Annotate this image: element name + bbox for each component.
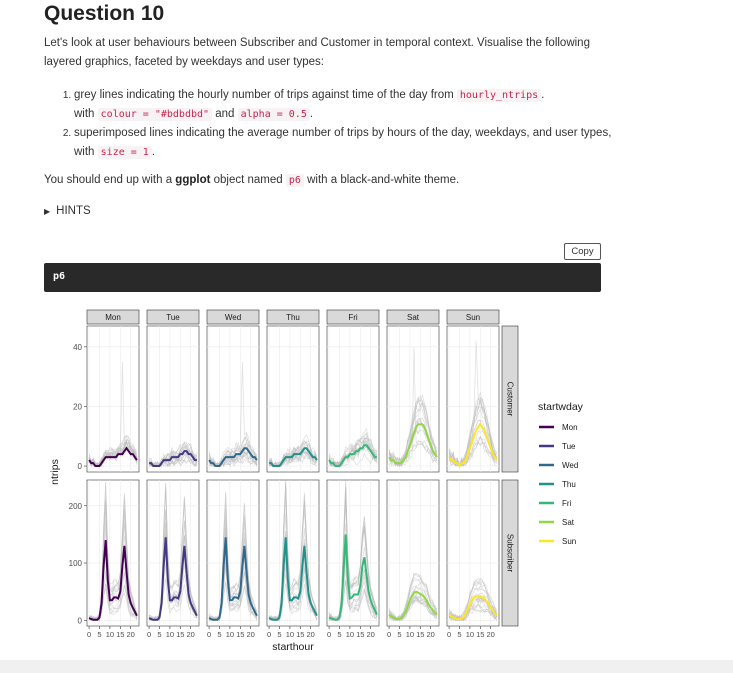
question-intro: Let's look at user behaviours between Subscriber and Customer in temporal context. Visualise the following layered graphics, faceted by weekdays and user types: — [44, 37, 590, 68]
x-tick-label: 10 — [105, 630, 115, 639]
x-tick-label: 15 — [176, 630, 185, 639]
plot-area — [0, 300, 733, 673]
y-tick-label: 40 — [73, 342, 82, 352]
x-tick-label: 0 — [206, 630, 212, 639]
x-tick-label: 0 — [326, 630, 332, 639]
x-tick-label: 20 — [366, 630, 375, 639]
facet-panel-sun-customer — [447, 326, 499, 472]
x-tick-label: 20 — [426, 630, 435, 639]
facet-strip-label: Tue — [166, 313, 180, 322]
x-tick-label: 20 — [306, 630, 315, 639]
facet-panel-sun-subscriber — [447, 480, 499, 626]
x-tick-label: 5 — [217, 630, 222, 639]
hints-toggle[interactable] — [44, 205, 91, 217]
facet-panel-thu-subscriber — [267, 480, 319, 626]
instruction-step-1: 1. grey lines indicating the hourly number of trips against time of the day from hourly_ntrips . with colour = "#bdbdbd" and alpha = 0.5 . — [74, 86, 614, 124]
instruction-list — [74, 86, 614, 162]
question-title: Question 10 — [44, 2, 165, 25]
legend-label: Tue — [562, 442, 576, 451]
legend-label: Sat — [562, 518, 575, 527]
facet-strip-label: Fri — [348, 313, 358, 322]
x-tick-label: 10 — [405, 630, 415, 639]
facet-panel-fri-subscriber — [327, 480, 379, 626]
inline-code: p6 — [286, 174, 304, 187]
question-outro: You should end up with a ggplot object named p6 with a black-and-white theme. — [44, 174, 460, 186]
x-tick-label: 0 — [446, 630, 452, 639]
y-tick-label: 0 — [77, 462, 82, 472]
x-tick-label: 15 — [416, 630, 425, 639]
x-tick-label: 5 — [157, 630, 162, 639]
hints-label: HINTS — [56, 205, 91, 217]
inline-code: colour = "#bdbdbd" — [98, 108, 212, 121]
x-tick-label: 10 — [285, 630, 295, 639]
x-tick-label: 0 — [386, 630, 392, 639]
inline-code: size = 1 — [98, 146, 152, 159]
copy-button[interactable]: Copy — [564, 243, 601, 260]
x-tick-label: 20 — [186, 630, 195, 639]
x-tick-label: 5 — [457, 630, 462, 639]
x-tick-label: 15 — [116, 630, 125, 639]
row-strip-label: Customer — [505, 381, 515, 417]
y-tick-label: 20 — [73, 402, 82, 412]
x-tick-label: 5 — [97, 630, 102, 639]
x-tick-label: 15 — [296, 630, 305, 639]
y-tick-label: 200 — [68, 501, 82, 511]
legend-label: Sun — [562, 537, 577, 546]
x-tick-label: 10 — [465, 630, 475, 639]
x-tick-label: 15 — [476, 630, 485, 639]
facet-strip-label: Sat — [406, 313, 420, 322]
x-tick-label: 15 — [236, 630, 245, 639]
facet-panel-tue-customer — [147, 326, 199, 472]
facet-panel-tue-subscriber — [147, 480, 199, 626]
legend-label: Wed — [562, 461, 579, 470]
x-tick-label: 5 — [337, 630, 342, 639]
facet-panel-wed-customer — [207, 326, 259, 472]
facet-panel-sat-customer — [387, 326, 439, 472]
disclosure-triangle-icon: ▶ — [44, 206, 51, 216]
legend-label: Fri — [562, 499, 572, 508]
facet-strip-label: Mon — [105, 313, 121, 322]
facet-panel-mon-customer — [87, 326, 139, 472]
y-tick-label: 0 — [77, 616, 82, 626]
facet-panel-fri-customer — [327, 326, 379, 472]
x-tick-label: 0 — [86, 630, 92, 639]
x-tick-label: 20 — [126, 630, 135, 639]
facet-panel-sat-subscriber — [387, 480, 439, 626]
x-tick-label: 0 — [146, 630, 152, 639]
facet-strip-label: Wed — [224, 313, 242, 322]
faceted-line-chart — [0, 300, 733, 660]
instruction-step-2: 2. superimposed lines indicating the average number of trips by hours of the day, weekdays, and user types, with size = 1 . — [74, 124, 614, 162]
y-axis-title: ntrips — [49, 459, 61, 485]
x-tick-label: 5 — [397, 630, 402, 639]
x-tick-label: 20 — [246, 630, 255, 639]
inline-code: hourly_ntrips — [457, 89, 541, 102]
code-output-block — [44, 263, 601, 292]
x-tick-label: 10 — [345, 630, 355, 639]
page-bottom-bar — [0, 660, 733, 673]
facet-strip-label: Sun — [465, 313, 481, 322]
x-tick-label: 10 — [165, 630, 175, 639]
x-tick-label: 5 — [277, 630, 282, 639]
facet-panel-thu-customer — [267, 326, 319, 472]
code-text: p6 — [53, 271, 66, 282]
legend-label: Thu — [562, 480, 576, 489]
facet-strip-label: Thu — [286, 313, 300, 322]
x-tick-label: 20 — [486, 630, 495, 639]
facet-panel-mon-subscriber — [87, 480, 139, 626]
x-tick-label: 10 — [225, 630, 235, 639]
row-strip-label: Subscriber — [505, 533, 515, 573]
y-tick-label: 100 — [68, 559, 82, 569]
x-axis-title: starthour — [272, 641, 314, 653]
x-tick-label: 0 — [266, 630, 272, 639]
legend-label: Mon — [562, 423, 578, 432]
legend — [538, 401, 584, 546]
x-tick-label: 15 — [356, 630, 365, 639]
inline-code: alpha = 0.5 — [238, 108, 310, 121]
legend-title: startwday — [538, 401, 583, 413]
facet-panel-wed-subscriber — [207, 480, 259, 626]
